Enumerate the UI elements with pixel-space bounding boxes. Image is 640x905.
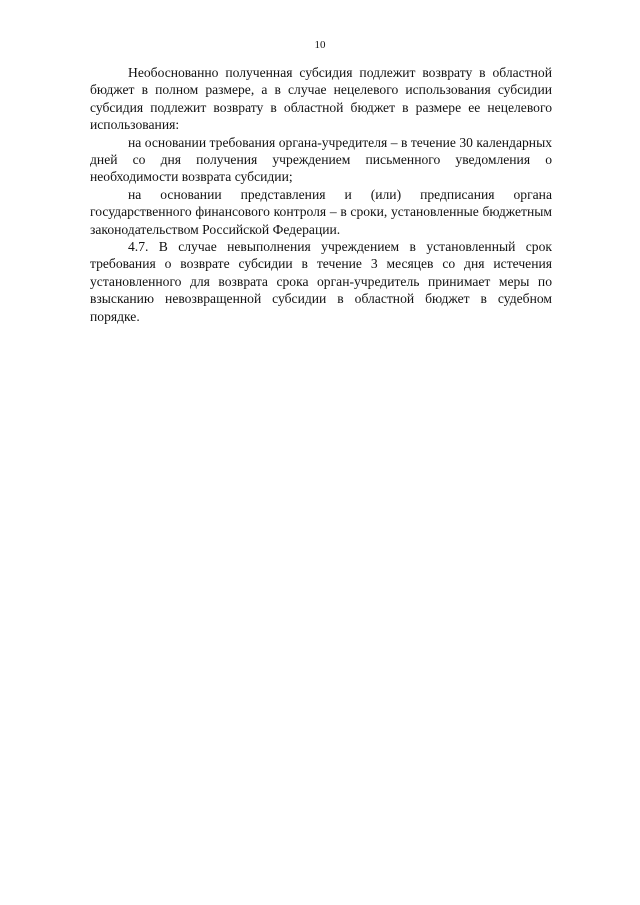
paragraph-founder-requirement: на основании требования органа-учредителя – в течение 30 календарных дней со дня получения учреждением письменного уведомления о необходимости возврата субсидии; bbox=[90, 134, 552, 185]
page-number: 10 bbox=[314, 39, 326, 51]
paragraph-4-7-court-recovery: 4.7. В случае невыполнения учреждением в установленный срок требования о возврате субсидии в течение 3 месяцев со дня истечения установленного для возврата срока орган-учредитель принимает меры по взысканию невозвращенной субсидии в областной бюджет в судебном порядке. bbox=[90, 239, 552, 324]
paragraph-subsidy-return: Необоснованно полученная субсидия подлежит возврату в областной бюджет в полном размере, а в случае нецелевого использования субсидии субсидия подлежит возврату в областной бюджет в размере ее нецелевого использования: bbox=[90, 65, 552, 133]
paragraph-financial-control: на основании представления и (или) предписания органа государственного финансового контроля – в сроки, установленные бюджетным законодательством Российской Федерации. bbox=[90, 186, 552, 237]
document-body bbox=[90, 64, 552, 325]
